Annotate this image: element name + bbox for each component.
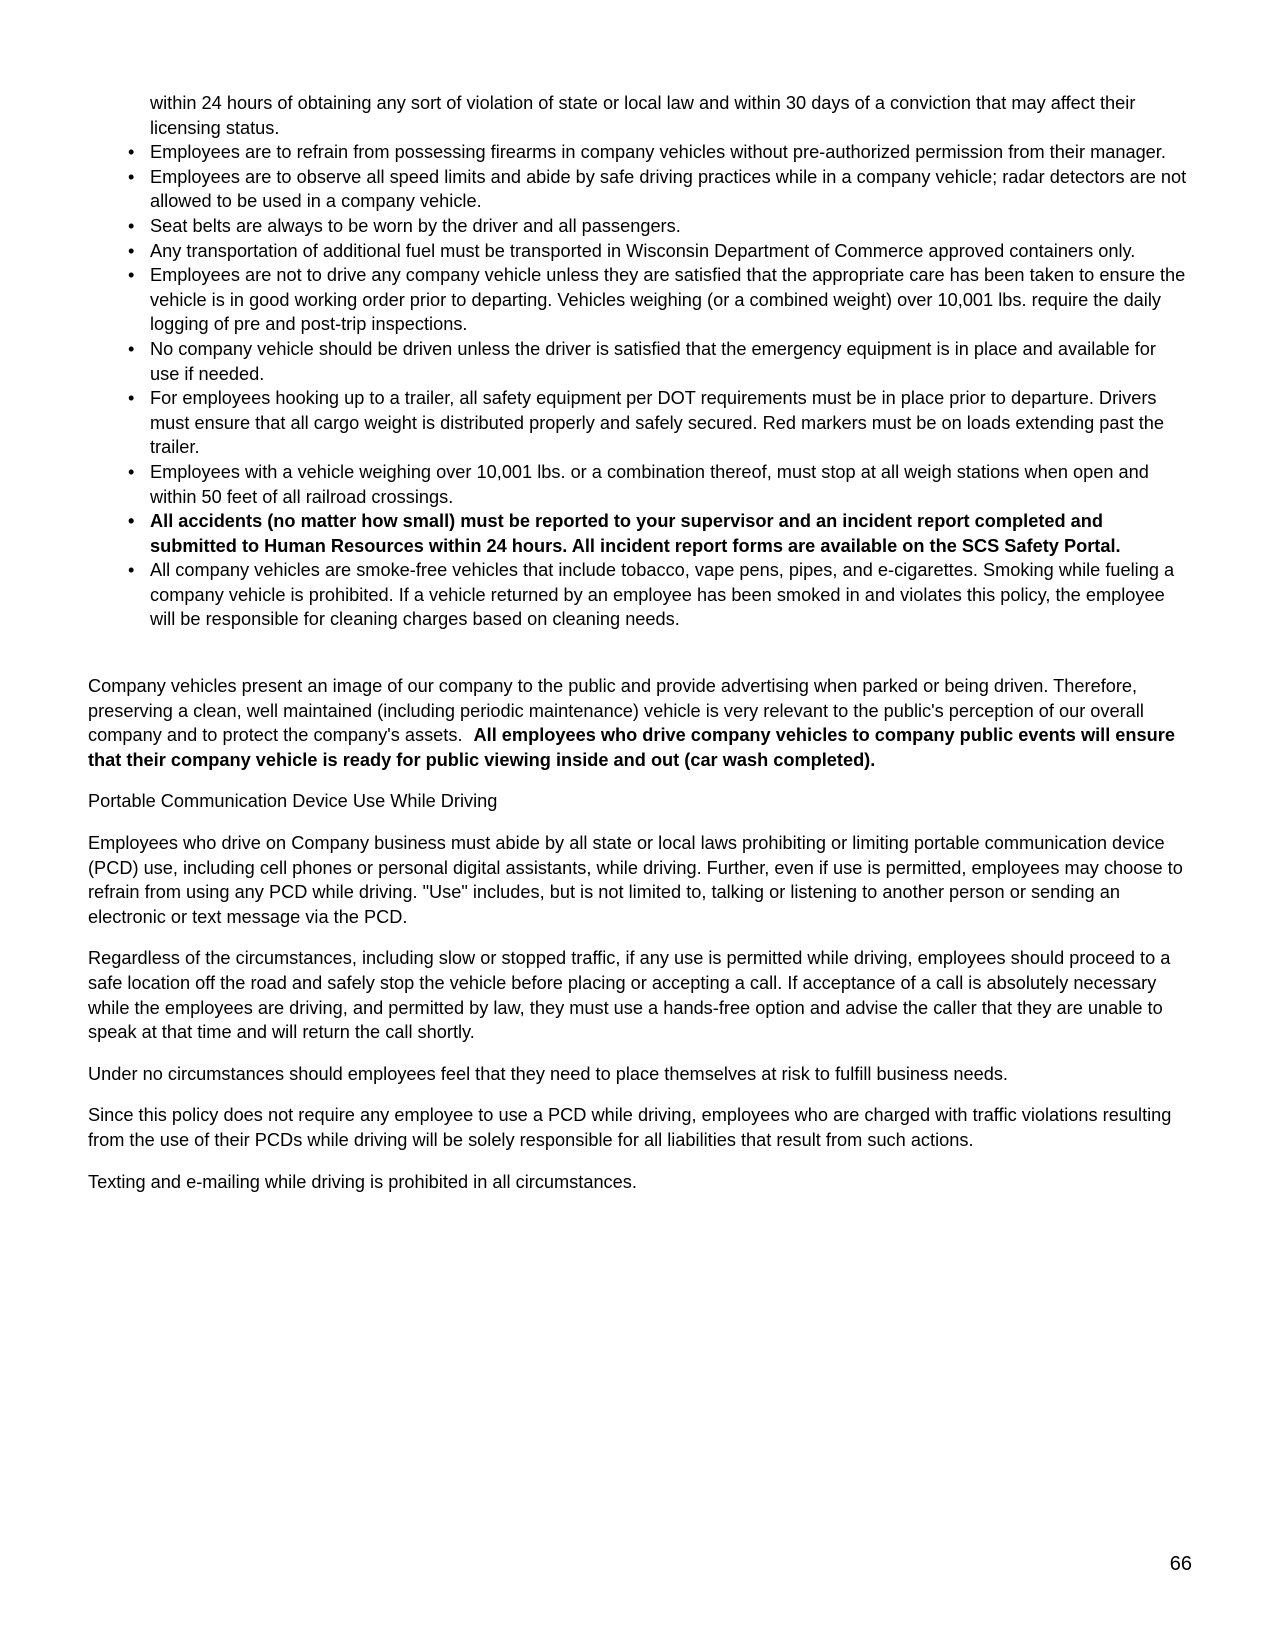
- bullet-item-smoke-free: • All company vehicles are smoke-free vehicles that include tobacco, vape pens, pipes, and e-cigarettes. Smoking while fueling a company vehicle is prohibited. If a vehicle returned by an employee has been smoked in and violates this policy, the employee will be responsible for cleaning charges based on cleaning needs.: [150, 558, 1189, 632]
- bullet-item-firearms: • Employees are to refrain from possessing firearms in company vehicles without pre-authorized permission from their manager.: [150, 140, 1189, 165]
- paragraph-vehicle-image-bold: All employees who drive company vehicles to company public events will ensure that their company vehicle is ready for public viewing inside and out (car wash completed).: [88, 725, 1175, 770]
- paragraph-pcd-liability: Since this policy does not require any employee to use a PCD while driving, employees who are charged with traffic violations resulting from the use of their PCDs while driving will be solely responsible for all liabilities that result from such actions.: [88, 1105, 1172, 1150]
- pcd-section-heading: Portable Communication Device Use While Driving: [88, 791, 498, 812]
- page-number: 66: [1169, 1553, 1192, 1575]
- bullet-item-accident-reporting: • All accidents (no matter how small) must be reported to your supervisor and an incident report completed and submitted to Human Resources within 24 hours. All incident report forms are available on the SCS Safety Portal.: [150, 509, 1189, 558]
- bullet-item-weigh-stations: • Employees with a vehicle weighing over 10,001 lbs. or a combination thereof, must stop at all weigh stations when open and within 50 feet of all railroad crossings.: [150, 460, 1189, 509]
- vehicle-policy-bullet-list: [88, 91, 1189, 632]
- bullet-item-continuation: within 24 hours of obtaining any sort of violation of state or local law and within 30 days of a conviction that may affect their licensing status.: [150, 93, 1136, 138]
- bullet-item-seat-belts: • Seat belts are always to be worn by the driver and all passengers.: [150, 214, 1189, 239]
- document-body: [88, 91, 1189, 1194]
- paragraph-pcd-texting: Texting and e-mailing while driving is prohibited in all circumstances.: [88, 1171, 637, 1192]
- bullet-item-speed-limits: • Employees are to observe all speed limits and abide by safe driving practices while in a company vehicle; radar detectors are not allowed to be used in a company vehicle.: [150, 165, 1189, 214]
- paragraph-vehicle-image: [88, 674, 1189, 772]
- paragraph-vehicle-image-normal: Company vehicles present an image of our company to the public and provide advertising when parked or being driven. Therefore, preserving a clean, well maintained (including periodic maintenance) vehicle is very relevant to the public's perception of our overall company and to protect the company's assets.: [88, 676, 1144, 746]
- bullet-item-trailer: • For employees hooking up to a trailer, all safety equipment per DOT requirements must be in place prior to departure. Drivers must ensure that all cargo weight is distributed properly and safely secured. Red markers must be on loads extending past the trailer.: [150, 386, 1189, 460]
- paragraph-pcd-intro: Employees who drive on Company business must abide by all state or local laws prohibiting or limiting portable communication device (PCD) use, including cell phones or personal digital assistants, while driving. Further, even if use is permitted, employees may choose to refrain from using any PCD while driving. "Use" includes, but is not limited to, talking or listening to another person or sending an electronic or text message via the PCD.: [88, 833, 1183, 927]
- paragraph-pcd-no-risk: Under no circumstances should employees feel that they need to place themselves at risk to fulfill business needs.: [88, 1063, 1008, 1084]
- bullet-item-emergency-equipment: • No company vehicle should be driven unless the driver is satisfied that the emergency equipment is in place and available for use if needed.: [150, 337, 1189, 386]
- bullet-item-fuel-containers: • Any transportation of additional fuel must be transported in Wisconsin Department of Commerce approved containers only.: [150, 239, 1189, 264]
- paragraph-pcd-safe-stop: Regardless of the circumstances, including slow or stopped traffic, if any use is permitted while driving, employees should proceed to a safe location off the road and safely stop the vehicle before placing or accepting a call. If acceptance of a call is absolutely necessary while the employees are driving, and permitted by law, they must use a hands-free option and advise the caller that they are unable to speak at that time and will return the call shortly.: [88, 948, 1171, 1043]
- bullet-item-working-order: • Employees are not to drive any company vehicle unless they are satisfied that the appropriate care has been taken to ensure the vehicle is in good working order prior to departing. Vehicles weighing (or a combined weight) over 10,001 lbs. require the daily logging of pre and post-trip inspections.: [150, 263, 1189, 337]
